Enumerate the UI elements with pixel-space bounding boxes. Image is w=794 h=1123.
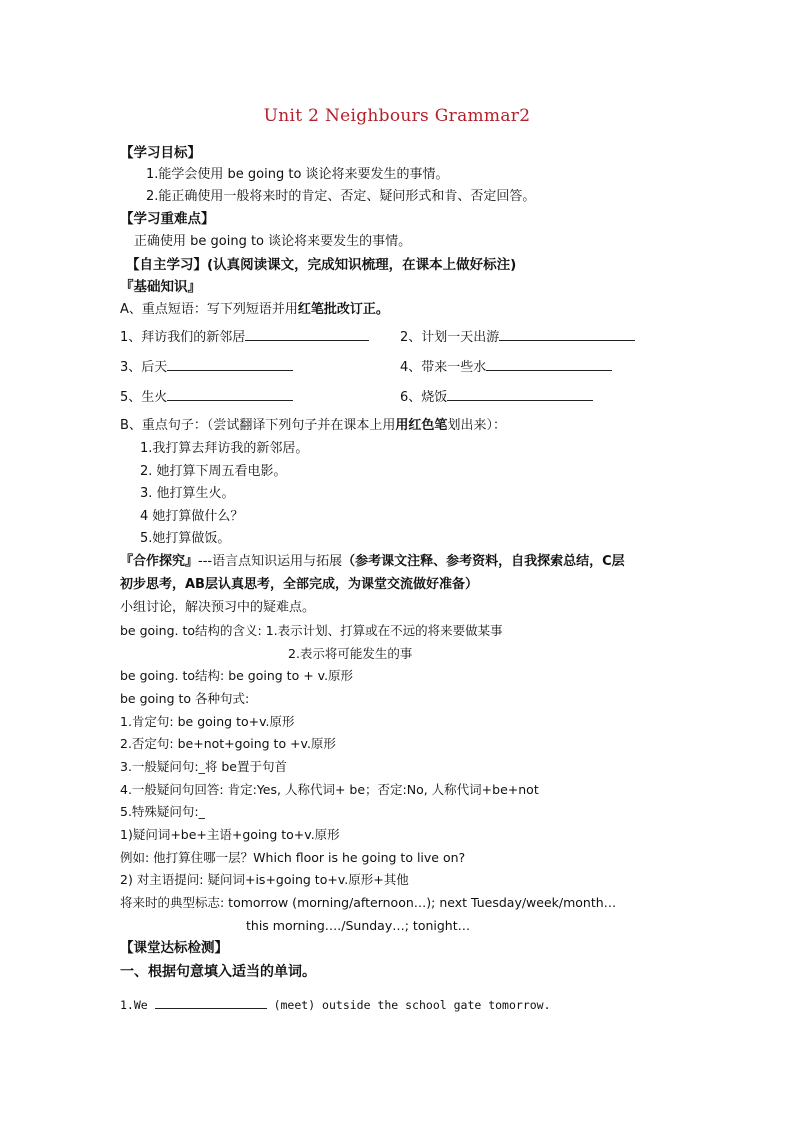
phrase-text: 带来一些水 (421, 360, 487, 375)
page-title: Unit 2 Neighbours Grammar2 (263, 106, 531, 126)
phrases-intro-emphasis: 红笔批改订正。 (297, 302, 389, 317)
form-item: 4.一般疑问句回答: 肯定:Yes, 人称代词+ be；否定:No, 人称代词+be+not (120, 782, 539, 797)
key-points-text: 正确使用 be going to 谈论将来要发生的事情。 (134, 234, 412, 249)
phrase-item (400, 357, 612, 377)
test-heading: 【课堂达标检测】 (120, 940, 228, 956)
sentences-intro-text: B、重点句子：（尝试翻译下列句子并在课本上用 (120, 418, 396, 433)
cooperation-subtitle: ---语言点知识运用与拓展 (198, 554, 343, 569)
phrase-item (400, 387, 593, 407)
sentence-item: 2. 她打算下周五看电影。 (140, 464, 287, 479)
phrase-number: 6、 (400, 390, 422, 405)
phrases-intro-text: A、重点短语：写下列短语并用 (120, 302, 298, 317)
form-item: 1)疑问词+be+主语+going to+v.原形 (120, 827, 340, 842)
phrase-number: 2、 (400, 330, 422, 345)
cooperation-note-cont: 初步思考，AB层认真思考，全部完成，为课堂交流做好准备） (120, 577, 478, 592)
phrase-item (400, 327, 635, 347)
phrase-number: 5、 (120, 390, 142, 405)
answer-blank[interactable] (167, 357, 293, 371)
discussion-text: 小组讨论，解决预习中的疑难点。 (120, 600, 316, 615)
answer-blank[interactable] (486, 357, 612, 371)
sentences-intro-emphasis: 用红色笔 (395, 418, 448, 433)
phrase-text: 拜访我们的新邻居 (141, 330, 246, 345)
phrase-text: 后天 (141, 360, 168, 375)
answer-blank[interactable] (447, 387, 593, 401)
meaning-line-2: 2.表示将可能发生的事 (288, 646, 413, 661)
answer-blank[interactable] (245, 327, 369, 341)
structure-line: be going. to结构: be going to + v.原形 (120, 668, 354, 683)
answer-blank[interactable] (499, 327, 635, 341)
phrase-number: 4、 (400, 360, 422, 375)
sentence-item: 4 她打算做什么？ (140, 509, 244, 524)
answer-blank[interactable] (155, 995, 267, 1009)
forms-title: be going to 各种句式: (120, 691, 250, 706)
phrase-item (120, 327, 369, 347)
form-item: 2.否定句: be+not+going to +v.原形 (120, 736, 336, 751)
key-points-heading: 【学习重难点】 (120, 211, 215, 227)
sentences-intro (120, 417, 506, 435)
question-number: 1.We (120, 998, 148, 1012)
objective-item-1: 1.能学会使用 be going to 谈论将来要发生的事情。 (146, 167, 449, 182)
test-section-title: 一、根据句意填入适当的单词。 (120, 964, 316, 980)
phrase-number: 1、 (120, 330, 142, 345)
form-item: 1.肯定句: be going to+v.原形 (120, 714, 295, 729)
objectives-heading: 【学习目标】 (120, 145, 201, 161)
question-text: (meet) outside the school gate tomorrow. (273, 998, 551, 1012)
phrase-item (120, 357, 293, 377)
phrases-intro (120, 301, 389, 319)
objective-item-2: 2.能正确使用一般将来时的肯定、否定、疑问形式和肯、否定回答。 (146, 189, 536, 204)
basic-knowledge-heading: 『基础知识』 (120, 279, 201, 295)
markers-line-1: 将来时的典型标志: tomorrow (morning/afternoon…); next Tuesday/week/month… (120, 895, 617, 910)
cooperation-heading (120, 553, 625, 571)
phrase-text: 生火 (141, 390, 168, 405)
phrase-text: 计划一天出游 (421, 330, 500, 345)
phrase-number: 3、 (120, 360, 142, 375)
phrase-text: 烧饭 (421, 390, 448, 405)
phrase-item (120, 387, 293, 407)
sentences-intro-end: 划出来）： (447, 418, 506, 433)
sentence-item: 3. 他打算生火。 (140, 486, 235, 501)
meaning-line-1: be going. to结构的含义: 1.表示计划、打算或在不远的将来要做某事 (120, 623, 503, 638)
answer-blank[interactable] (167, 387, 293, 401)
sentence-item: 1.我打算去拜访我的新邻居。 (140, 441, 309, 456)
cooperation-note: （参考课文注释、参考资料，自我探索总结，C层 (342, 554, 625, 569)
sentence-item: 5.她打算做饭。 (140, 531, 231, 546)
markers-line-2: this morning…./Sunday…; tonight… (246, 918, 471, 933)
form-item: 2) 对主语提问: 疑问词+is+going to+v.原形+其他 (120, 872, 409, 887)
form-item: 3.一般疑问句:_将 be置于句首 (120, 759, 287, 774)
question-1 (120, 995, 551, 1014)
form-item: 5.特殊疑问句:_ (120, 804, 205, 819)
form-item: 例如: 他打算住哪一层？Which floor is he going to live on? (120, 850, 466, 865)
self-study-heading: 【自主学习】(认真阅读课文，完成知识梳理，在课本上做好标注) (126, 257, 517, 273)
cooperation-title: 『合作探究』 (120, 554, 199, 569)
